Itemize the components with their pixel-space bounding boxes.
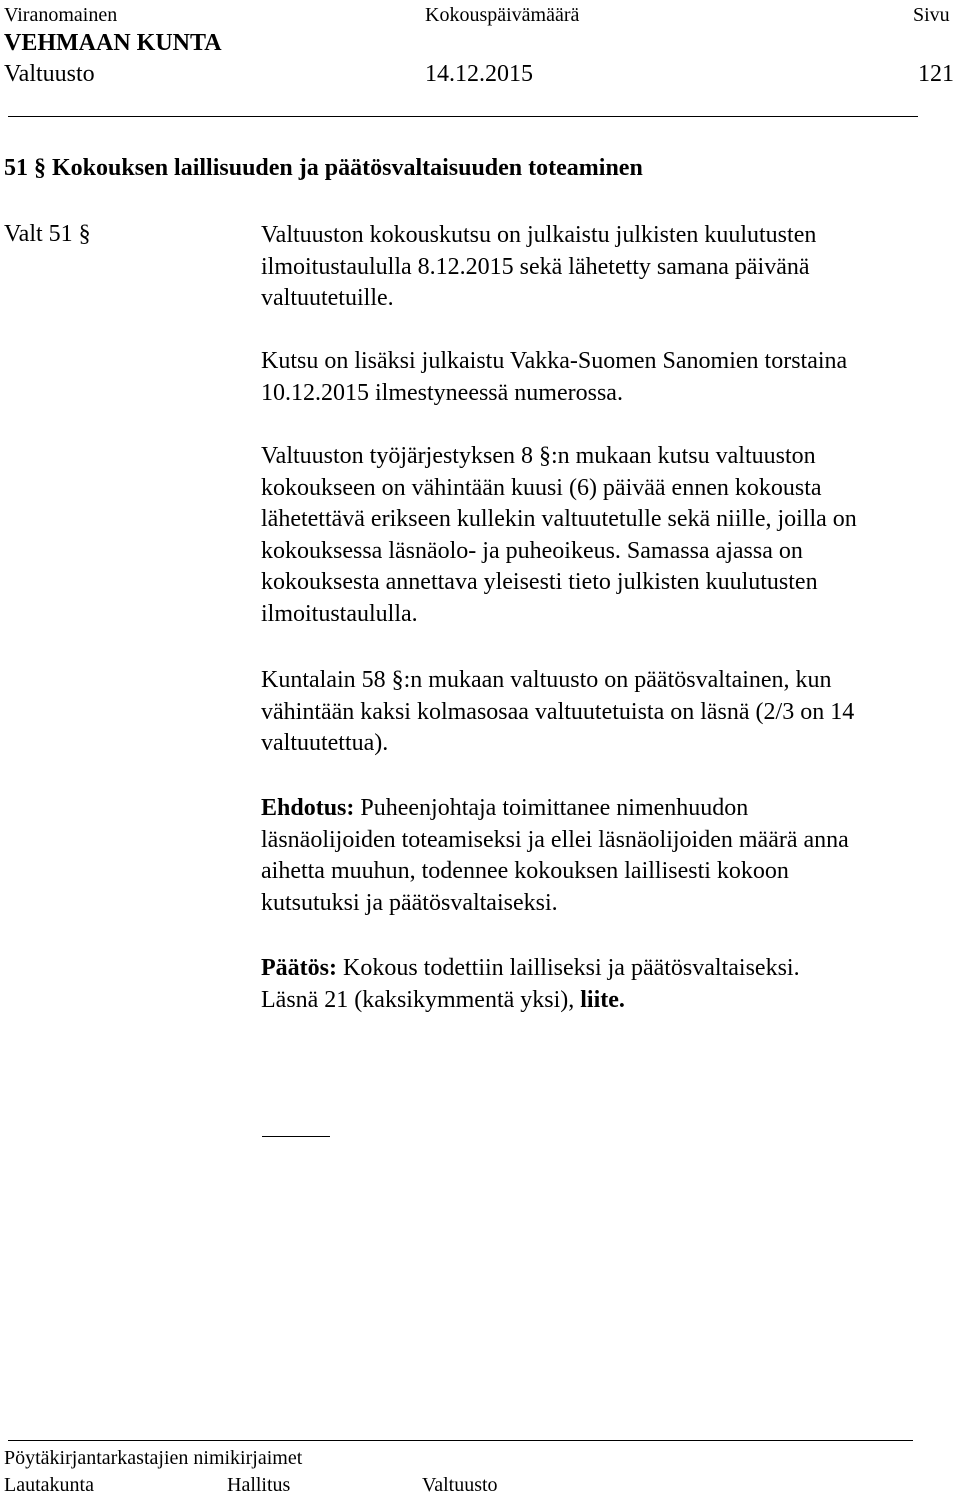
- paragraph-proposal: [261, 793, 951, 919]
- paragraph-newspaper: [261, 346, 951, 409]
- header-label-date: Kokouspäivämäärä: [425, 4, 580, 26]
- text-line: aihetta muuhun, todennee kokouksen laillisesti kokoon: [261, 858, 789, 884]
- paragraph-decision: [261, 953, 951, 1016]
- paragraph-rules: [261, 441, 951, 630]
- meeting-date: 14.12.2015: [425, 61, 533, 87]
- attachment-link[interactable]: liite.: [580, 986, 625, 1013]
- text-line: valtuutetuille.: [261, 285, 394, 311]
- header-label-page: Sivu: [913, 4, 950, 26]
- text-line: vähintään kaksi kolmasosaa valtuutetuista on läsnä (2/3 on 14: [261, 698, 855, 725]
- text-line: Kutsu on lisäksi julkaistu Vakka-Suomen Sanomien torstaina: [261, 348, 848, 374]
- text-line: valtuutettua).: [261, 730, 389, 756]
- section-reference: Valt 51 §: [4, 221, 91, 247]
- proposal-label: Ehdotus:: [261, 795, 355, 821]
- header-label-authority: Viranomainen: [4, 4, 118, 26]
- meeting-body: Valtuusto: [4, 61, 95, 87]
- municipality-name: VEHMAAN KUNTA: [4, 30, 222, 56]
- text-line: Valtuuston kokouskutsu on julkaistu julkisten kuulutusten: [261, 222, 817, 248]
- page-number: 121: [918, 61, 954, 87]
- text-line: Puheenjohtaja toimittanee nimenhuudon: [354, 795, 749, 821]
- text-line: Läsnä 21 (kaksikymmentä yksi),: [261, 986, 581, 1013]
- text-line: kokoukseen on vähintään kuusi (6) päivää ennen kokousta: [261, 474, 822, 501]
- end-marker-line: [262, 1136, 330, 1137]
- paragraph-quorum: [261, 665, 951, 760]
- text-line: lähetettävä erikseen kullekin valtuutetulle sekä niille, joilla on: [261, 506, 857, 532]
- text-line: Kokous todettiin lailliseksi ja päätösvaltaiseksi.: [336, 955, 800, 981]
- signatures-label: Pöytäkirjantarkastajien nimikirjaimet: [4, 1447, 303, 1469]
- text-line: 10.12.2015 ilmestyneessä numerossa.: [261, 379, 623, 406]
- text-line: Kuntalain 58 §:n mukaan valtuusto on päätösvaltainen, kun: [261, 667, 832, 693]
- footer-col-council: Valtuusto: [422, 1474, 498, 1496]
- decision-label: Päätös:: [261, 955, 337, 981]
- footer-col-government: Hallitus: [227, 1474, 291, 1496]
- footer-col-board: Lautakunta: [4, 1474, 94, 1496]
- paragraph-invitation: [261, 220, 951, 315]
- text-line: läsnäolijoiden toteamiseksi ja ellei läsnäolijoiden määrä anna: [261, 826, 849, 853]
- footer-divider: [8, 1440, 913, 1441]
- text-line: ilmoitustaululla.: [261, 600, 418, 627]
- header-divider: [8, 116, 918, 117]
- text-line: kutsutuksi ja päätösvaltaiseksi.: [261, 889, 558, 916]
- text-line: kokouksesta annettava yleisesti tieto julkisten kuulutusten: [261, 569, 818, 595]
- text-line: ilmoitustaululla 8.12.2015 sekä lähetetty samana päivänä: [261, 253, 810, 280]
- section-title: 51 § Kokouksen laillisuuden ja päätösvaltaisuuden toteaminen: [4, 155, 643, 181]
- text-line: Valtuuston työjärjestyksen 8 §:n mukaan kutsu valtuuston: [261, 443, 816, 469]
- text-line: kokouksessa läsnäolo- ja puheoikeus. Samassa ajassa on: [261, 537, 803, 564]
